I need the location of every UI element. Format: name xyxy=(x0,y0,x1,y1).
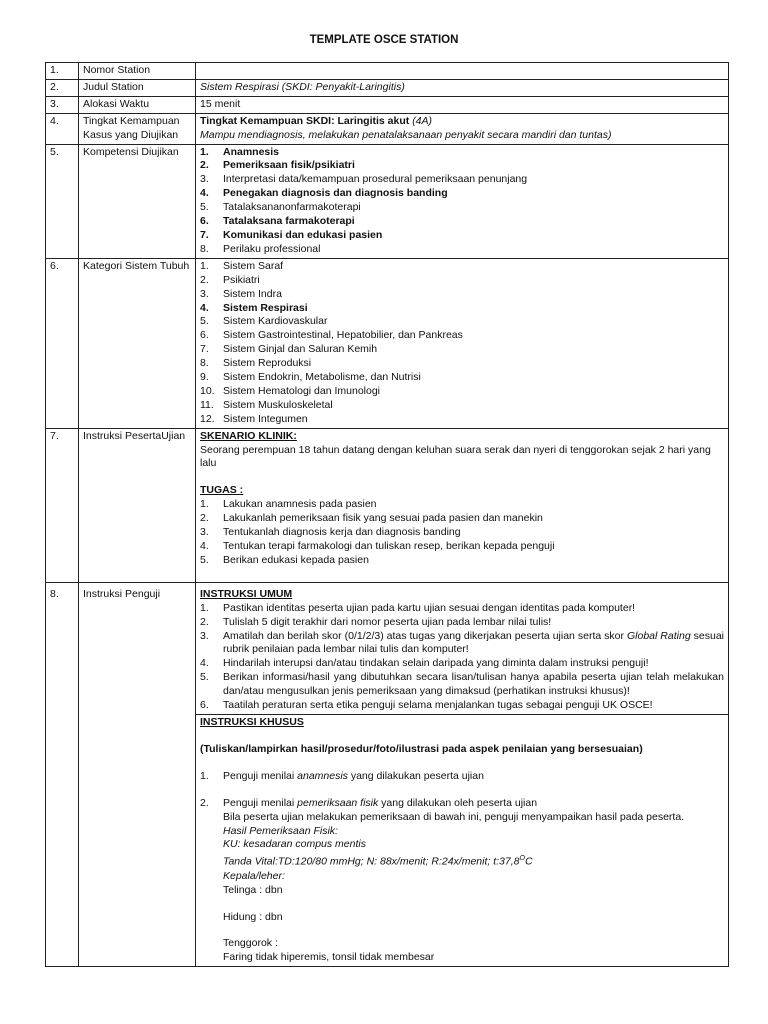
specific-instructions-note: (Tuliskan/lampirkan hasil/prosedur/foto/ilustrasi pada aspek penilaian yang bersesuaian) xyxy=(200,742,643,755)
specific-instructions-list xyxy=(200,770,724,784)
list-item: 11. Sistem Muskuloskeletal xyxy=(200,398,333,411)
head-neck-heading: Kepala/leher: xyxy=(223,869,285,882)
list-item: 4. Sistem Respirasi xyxy=(200,301,308,314)
ear-finding: Telinga : dbn xyxy=(223,883,283,896)
skdi-level: Tingkat Kemampuan SKDI: Laringitis akut xyxy=(200,114,410,127)
table-row xyxy=(46,428,729,582)
row-value xyxy=(196,582,729,714)
osce-table xyxy=(45,62,729,967)
row-label: Kompetensi Diujikan xyxy=(79,144,196,258)
list-item: 6. Tatalaksana farmakoterapi xyxy=(200,215,355,228)
list-item: 2. Lakukanlah pemeriksaan fisik yang sesuai pada pasien dan manekin xyxy=(200,512,543,525)
table-row xyxy=(46,582,729,714)
table-row xyxy=(46,79,729,96)
general-instructions-heading: INSTRUKSI UMUM xyxy=(200,587,293,600)
row-value xyxy=(196,428,729,582)
competency-list xyxy=(200,146,724,257)
general-condition: KU: kesadaran compus mentis xyxy=(223,838,366,851)
throat-finding: Faring tidak hiperemis, tonsil tidak membesar xyxy=(223,951,435,964)
list-item: 3. Interpretasi data/kemampuan prosedural pemeriksaan penunjang xyxy=(200,173,528,186)
table-row xyxy=(46,144,729,258)
row-number: 6. xyxy=(46,258,79,428)
row-number: 7. xyxy=(46,428,79,582)
list-item: 7. Sistem Ginjal dan Saluran Kemih xyxy=(200,343,378,356)
row-number: 3. xyxy=(46,96,79,113)
row-label: Instruksi Penguji xyxy=(79,582,196,966)
row-number: 1. xyxy=(46,63,79,80)
row-number: 4. xyxy=(46,113,79,144)
table-row xyxy=(46,258,729,428)
general-instructions-list xyxy=(200,602,724,713)
row-value xyxy=(196,144,729,258)
row-label: Tingkat Kemampuan Kasus yang Diujikan xyxy=(79,113,196,144)
list-item: 8. Sistem Reproduksi xyxy=(200,357,312,370)
list-item: 1. Lakukan anamnesis pada pasien xyxy=(200,498,377,511)
skdi-description: Mampu mendiagnosis, melakukan penatalaksanaan penyakit secara mandiri dan tuntas) xyxy=(200,128,612,141)
row-label: Alokasi Waktu xyxy=(79,96,196,113)
task-list xyxy=(200,498,724,568)
list-item: 1. Sistem Saraf xyxy=(200,259,284,272)
table-row xyxy=(46,96,729,113)
row-label: Nomor Station xyxy=(79,63,196,80)
list-item: 5. Berikan informasi/hasil yang dibutuhkan secara lisan/tulisan hanya apabila peserta ujian telah melakukan dan/atau mengusulkan jenis pemeriksaan yang dimaksud (perhatikan instruksi khusus)! xyxy=(200,671,724,698)
list-item: 10. Sistem Hematologi dan Imunologi xyxy=(200,384,380,397)
nose-finding: Hidung : dbn xyxy=(223,910,283,923)
skdi-code: (4A) xyxy=(412,114,433,127)
list-item: 5. Tatalaksananonfarmakoterapi xyxy=(200,201,361,214)
row-label: Instruksi PesertaUjian xyxy=(79,428,196,582)
tasks-heading: TUGAS : xyxy=(200,484,244,497)
row-label: Kategori Sistem Tubuh xyxy=(79,258,196,428)
list-item: 7. Komunikasi dan edukasi pasien xyxy=(200,228,383,241)
list-item: 3. Amatilah dan berilah skor (0/1/2/3) atas tugas yang dikerjakan peserta ujian serta skor Global Rating sesuai rubrik penilaian pada lembar nilai tulis dan komputer! xyxy=(200,629,724,656)
row-number: 5. xyxy=(46,144,79,258)
list-item: 2. Pemeriksaan fisik/psikiatri xyxy=(200,159,355,172)
document-title: TEMPLATE OSCE STATION xyxy=(309,34,459,46)
list-item: 1. Anamnesis xyxy=(200,145,280,158)
list-item: 6. Sistem Gastrointestinal, Hepatobilier, dan Pankreas xyxy=(200,329,463,342)
table-row xyxy=(46,63,729,80)
list-item: 5. Sistem Kardiovaskular xyxy=(200,315,328,328)
list-item: 2. Psikiatri xyxy=(200,273,260,286)
row-number: 8. xyxy=(46,582,79,966)
row-value xyxy=(196,714,729,966)
row-value: 15 menit xyxy=(196,96,729,113)
physical-exam-block xyxy=(200,811,724,966)
list-item: 2. Tulislah 5 digit terakhir dari nomor peserta ujian pada lembar nilai tulis! xyxy=(200,615,552,628)
list-item: 1. Pastikan identitas peserta ujian pada kartu ujian sesuai dengan identitas pada komputer! xyxy=(200,601,636,614)
vital-signs: Tanda Vital:TD:120/80 mmHg; N: 88x/menit; R:24x/menit; $t:37,8^OC$ xyxy=(223,855,533,868)
list-item: 2. Penguji menilai pemeriksaan fisik yang dilakukan oleh peserta ujian xyxy=(200,796,538,809)
specific-instructions-list xyxy=(200,797,724,811)
list-item: 3. Tentukanlah diagnosis kerja dan diagnosis banding xyxy=(200,526,461,539)
list-item: 5. Berikan edukasi kepada pasien xyxy=(200,553,369,566)
row-label: Judul Station xyxy=(79,79,196,96)
exam-results-heading: Hasil Pemeriksaan Fisik: xyxy=(223,824,338,837)
list-item: 8. Perilaku professional xyxy=(200,242,321,255)
list-item: 1. Penguji menilai anamnesis yang dilakukan peserta ujian xyxy=(200,769,484,782)
list-item: 6. Taatilah peraturan serta etika penguji selama menjalankan tugas sebagai penguji UK OSCE! xyxy=(200,699,653,712)
exam-instruction: Bila peserta ujian melakukan pemeriksaan di bawah ini, penguji menyampaikan hasil pada peserta. xyxy=(223,810,685,823)
list-item: 4. Hindarilah interupsi dan/atau tindakan selain daripada yang diminta dalam instruksi penguji! xyxy=(200,657,649,670)
list-item: 4. Tentukan terapi farmakologi dan tuliskan resep, berikan kepada penguji xyxy=(200,540,555,552)
scenario-heading: SKENARIO KLINIK: xyxy=(200,429,297,442)
list-item: 4. Penegakan diagnosis dan diagnosis banding xyxy=(200,187,448,200)
throat-heading: Tenggorok : xyxy=(223,937,278,950)
row-value xyxy=(196,63,729,80)
list-item: 9. Sistem Endokrin, Metabolisme, dan Nutrisi xyxy=(200,371,421,384)
row-value xyxy=(196,258,729,428)
row-value: Sistem Respirasi (SKDI: Penyakit-Laringitis) xyxy=(196,79,729,96)
body-system-list xyxy=(200,260,724,427)
row-value xyxy=(196,113,729,144)
row-number: 2. xyxy=(46,79,79,96)
specific-instructions-heading: INSTRUKSI KHUSUS xyxy=(200,715,304,728)
list-item: 12. Sistem Integumen xyxy=(200,412,308,425)
list-item: 3. Sistem Indra xyxy=(200,287,282,300)
table-row xyxy=(46,113,729,144)
scenario-text: Seorang perempuan 18 tahun datang dengan keluhan suara serak dan nyeri di tenggorokan sejak 2 hari yang lalu xyxy=(200,443,711,470)
